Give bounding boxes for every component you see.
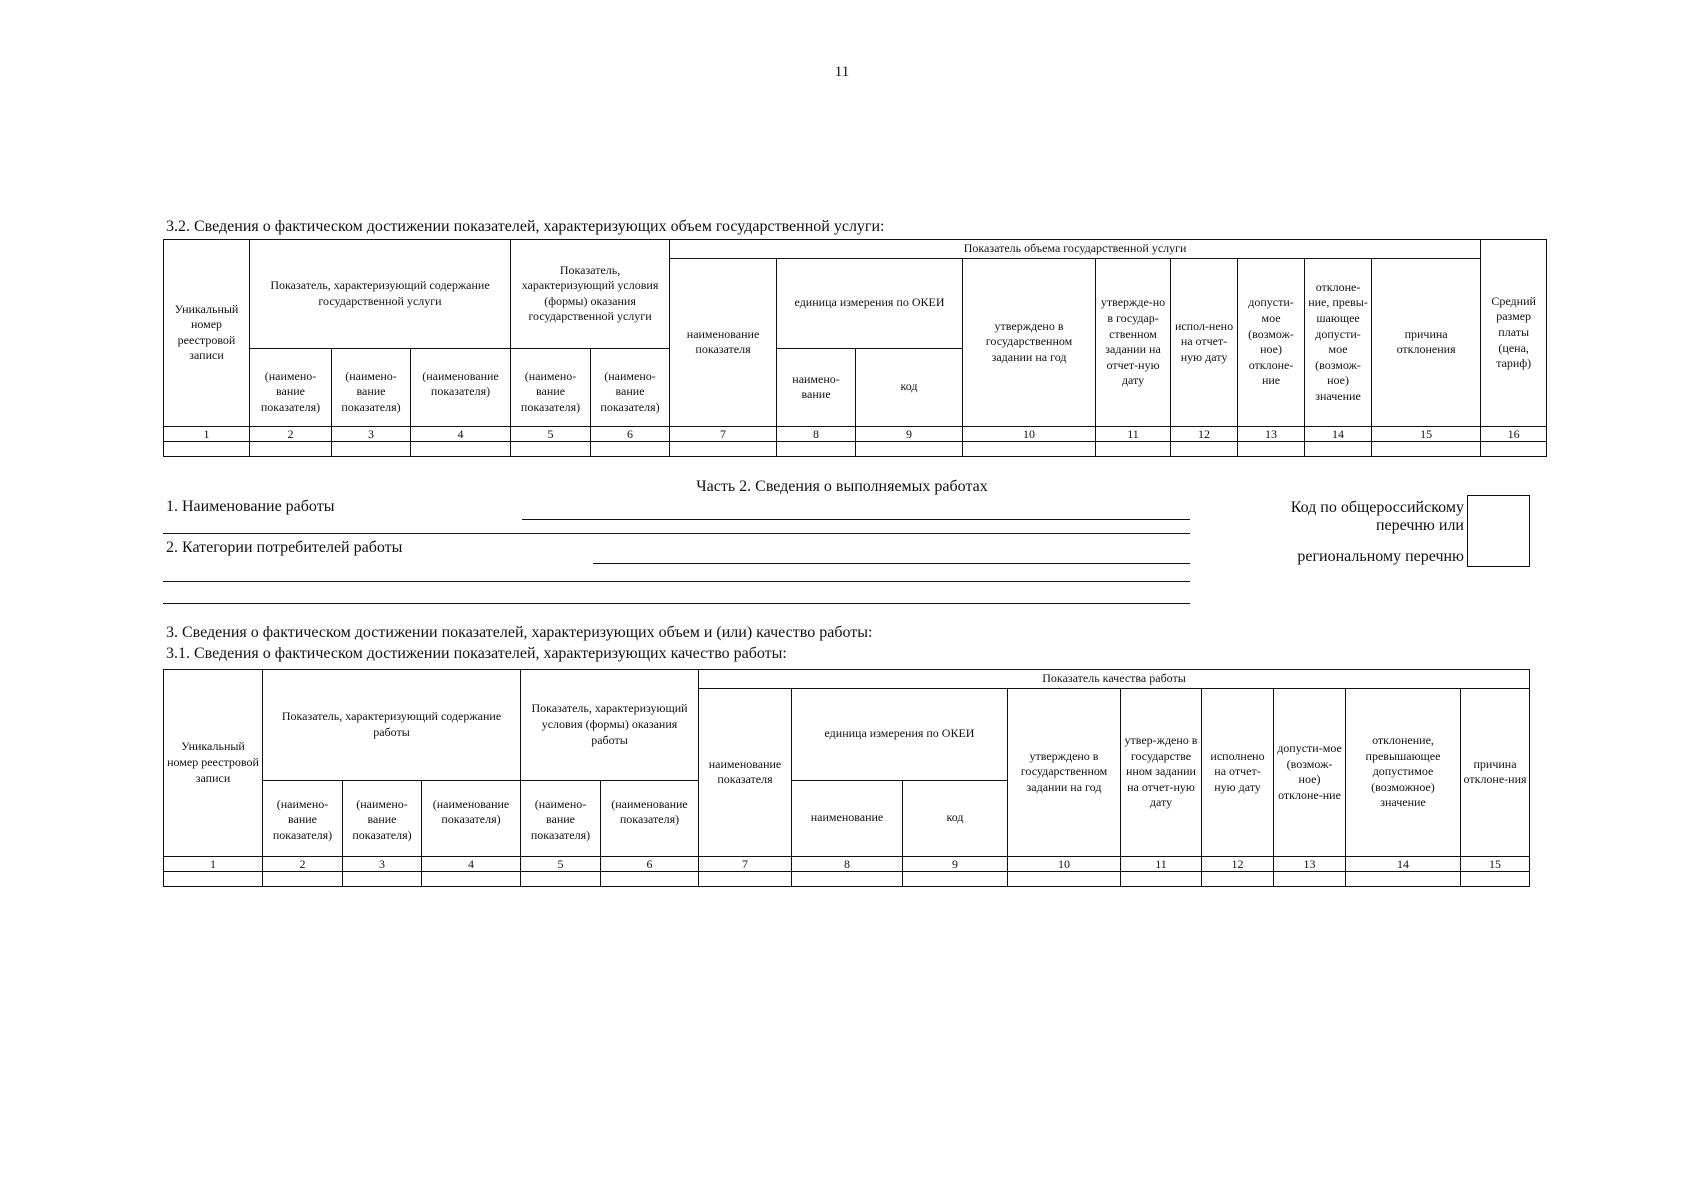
header-conditions-indicator: Показатель, характеризующий условия (формы) оказания работы: [521, 670, 699, 781]
column-number: 14: [1305, 426, 1372, 441]
section-3-2-title: 3.2. Сведения о фактическом достижении показателей, характеризующих объем государственной услуги:: [166, 218, 885, 235]
sub-name-1: (наимено-вание показателя): [250, 348, 332, 426]
section-3-1-title: 3.1. Сведения о фактическом достижении показателей, характеризующих качество работы:: [166, 645, 787, 662]
sub-name-3: (наименование показателя): [422, 780, 521, 856]
column-number: 5: [511, 426, 591, 441]
column-number: 13: [1274, 856, 1346, 871]
column-number: 1: [164, 426, 250, 441]
column-number: 4: [422, 856, 521, 871]
consumer-categories-line: [593, 563, 1190, 564]
column-number: 9: [903, 856, 1008, 871]
header-approved-year: утверждено в государственном задании на год: [1008, 688, 1121, 856]
header-unit-name: наименование: [792, 780, 903, 856]
column-number: 12: [1171, 426, 1238, 441]
work-name-line: [522, 519, 1190, 520]
column-number: 1: [164, 856, 263, 871]
consumer-categories-line: [163, 603, 1190, 604]
code-label-line: Код по общероссийскому: [1290, 499, 1464, 516]
header-approved-date: утвержде-но в госудаp-ственном задании на отчет-ную дату: [1096, 258, 1171, 426]
column-number: 3: [332, 426, 411, 441]
sub-name-3: (наименование показателя): [411, 348, 511, 426]
section-3-title: 3. Сведения о фактическом достижении показателей, характеризующих объем и (или) качество работы:: [166, 624, 873, 641]
column-number: 5: [521, 856, 601, 871]
column-number: 11: [1096, 426, 1171, 441]
sub-name-5: (наименование показателя): [601, 780, 699, 856]
column-number: 11: [1121, 856, 1202, 871]
page-number: 11: [834, 64, 850, 80]
part-2-title: Часть 2. Сведения о выполняемых работах: [696, 478, 988, 495]
column-number: 16: [1481, 426, 1547, 441]
column-number: 4: [411, 426, 511, 441]
table-row: [164, 441, 1547, 456]
consumer-categories-line: [163, 581, 1190, 582]
header-allowed-deviation: допусти-мое (возмож-ное) отклоне-ние: [1238, 258, 1305, 426]
header-exceeding-deviation: отклоне-ние, превы-шающее допусти-мое (возмож-ное) значение: [1305, 258, 1372, 426]
header-content-indicator: Показатель, характеризующий содержание государственной услуги: [250, 240, 511, 349]
header-indicator-name: наименование показателя: [699, 688, 792, 856]
column-number: 10: [1008, 856, 1121, 871]
table-row: [164, 871, 1530, 886]
column-number: 7: [670, 426, 777, 441]
column-number: 8: [777, 426, 856, 441]
consumer-categories-label: 2. Категории потребителей работы: [166, 539, 403, 556]
header-executed: испол-нено на отчет-ную дату: [1171, 258, 1238, 426]
header-unit-code: код: [856, 348, 963, 426]
column-numbers-row: [164, 426, 1547, 441]
header-volume-indicator: Показатель объема государственной услуги: [670, 240, 1481, 259]
header-unique-number: Уникальный номер реестровой записи: [164, 240, 250, 427]
column-numbers-row: [164, 856, 1530, 871]
header-avg-price: Средний размер платы (цена, тариф): [1481, 240, 1547, 427]
column-number: 6: [591, 426, 670, 441]
code-label-line: региональному перечню: [1297, 548, 1464, 565]
code-label: [1200, 499, 1464, 536]
sub-name-2: (наимено-вание показателя): [343, 780, 422, 856]
header-indicator-name: наименование показателя: [670, 258, 777, 426]
work-name-line: [163, 533, 1190, 534]
header-executed: исполнено на отчет-ную дату: [1202, 688, 1274, 856]
column-number: 7: [699, 856, 792, 871]
header-unique-number: Уникальный номер реестровой записи: [164, 670, 263, 857]
sub-name-4: (наимено-вание показателя): [511, 348, 591, 426]
sub-name-1: (наимено-вание показателя): [263, 780, 343, 856]
column-number: 9: [856, 426, 963, 441]
column-number: 8: [792, 856, 903, 871]
column-number: 13: [1238, 426, 1305, 441]
column-number: 15: [1461, 856, 1530, 871]
column-number: 2: [263, 856, 343, 871]
header-quality-indicator: Показатель качества работы: [699, 670, 1530, 689]
sub-name-5: (наимено-вание показателя): [591, 348, 670, 426]
code-label-line: перечню или: [1375, 517, 1464, 535]
column-number: 14: [1346, 856, 1461, 871]
column-number: 10: [963, 426, 1096, 441]
header-unit-name: наимено-вание: [777, 348, 856, 426]
header-exceeding-deviation: отклонение, превышающее допустимое (возможное) значение: [1346, 688, 1461, 856]
column-number: 15: [1372, 426, 1481, 441]
column-number: 2: [250, 426, 332, 441]
header-allowed-deviation: допусти-мое (возмож-ное) отклоне-ние: [1274, 688, 1346, 856]
column-number: 3: [343, 856, 422, 871]
code-box: [1467, 495, 1530, 567]
column-number: 12: [1202, 856, 1274, 871]
header-approved-date: утвер-ждено в государстве нном задании на отчет-ную дату: [1121, 688, 1202, 856]
header-content-indicator: Показатель, характеризующий содержание работы: [263, 670, 521, 781]
header-conditions-indicator: Показатель, характеризующий условия (формы) оказания государственной услуги: [511, 240, 670, 349]
header-deviation-reason: причина отклонения: [1372, 258, 1481, 426]
header-unit: единица измерения по ОКЕИ: [792, 688, 1008, 780]
quality-indicators-table: [163, 669, 1530, 887]
header-unit-code: код: [903, 780, 1008, 856]
sub-name-2: (наимено-вание показателя): [332, 348, 411, 426]
header-unit: единица измерения по ОКЕИ: [777, 258, 963, 348]
sub-name-4: (наимено-вание показателя): [521, 780, 601, 856]
work-name-label: 1. Наименование работы: [166, 498, 335, 515]
header-deviation-reason: причина отклоне-ния: [1461, 688, 1530, 856]
volume-indicators-table: [163, 239, 1547, 457]
column-number: 6: [601, 856, 699, 871]
header-approved-year: утверждено в государственном задании на год: [963, 258, 1096, 426]
